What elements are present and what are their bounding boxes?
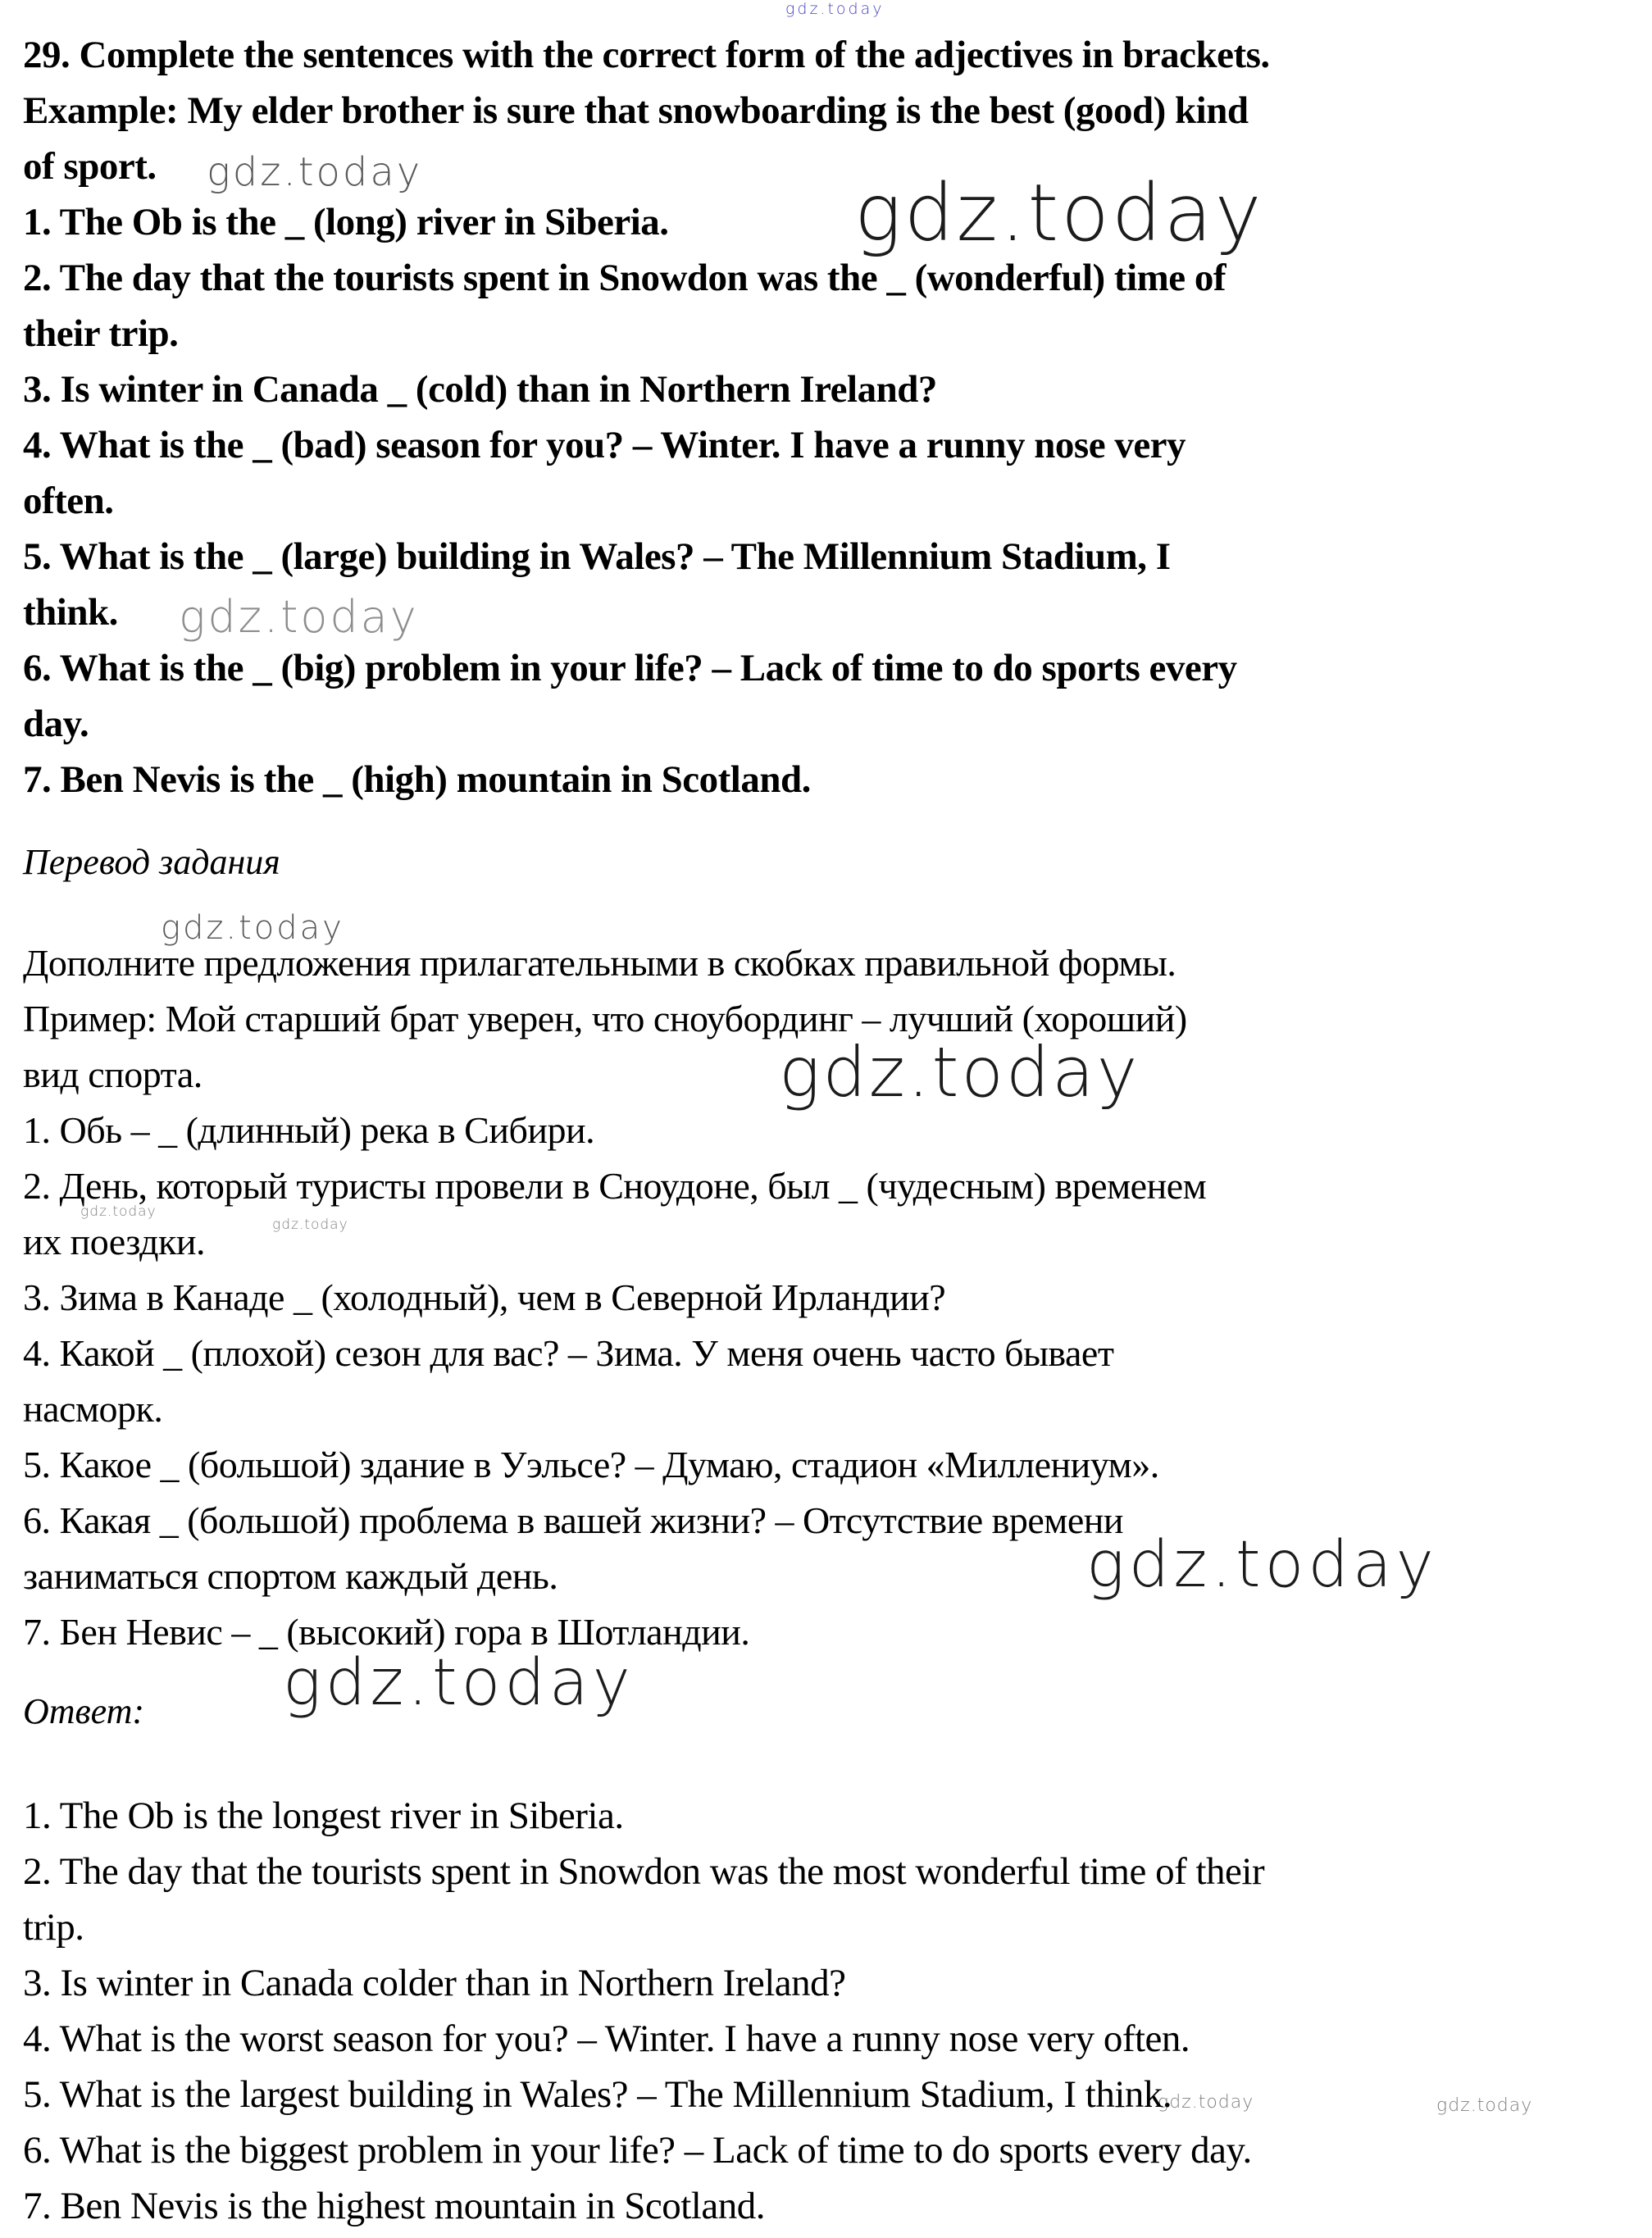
- exercise-line: their trip.: [23, 312, 179, 355]
- exercise-line: 6. What is the _ (big) problem in your life? – Lack of time to do sports every: [23, 647, 1237, 689]
- translation-line: 4. Какой _ (плохой) сезон для вас? – Зима. У меня очень часто бывает: [23, 1332, 1114, 1374]
- watermark-gdz-large: gdz.today: [1086, 1528, 1438, 1602]
- translation-line: 5. Какое _ (большой) здание в Уэльсе? – Думаю, стадион «Миллениум».: [23, 1444, 1159, 1485]
- watermark-gdz: gdz.today: [161, 909, 344, 947]
- watermark-gdz-tiny: gdz.today: [1436, 2095, 1533, 2116]
- watermark-gdz-top: gdz.today: [785, 0, 885, 18]
- translation-heading: Перевод задания: [23, 842, 280, 882]
- watermark-gdz-large: gdz.today: [283, 1646, 635, 1720]
- answer-heading: Ответ:: [23, 1691, 145, 1731]
- answer-line: 6. What is the biggest problem in your life? – Lack of time to do sports every day.: [23, 2129, 1252, 2172]
- translation-line: 3. Зима в Канаде _ (холодный), чем в Северной Ирландии?: [23, 1276, 946, 1318]
- exercise-line: of sport.: [23, 145, 157, 188]
- translation-line: 6. Какая _ (большой) проблема в вашей жизни? – Отсутствие времени: [23, 1499, 1124, 1541]
- translation-line: насморк.: [23, 1388, 163, 1430]
- exercise-line: 1. The Ob is the _ (long) river in Siberia.: [23, 201, 669, 243]
- answer-line: 2. The day that the tourists spent in Snowdon was the most wonderful time of their: [23, 1850, 1265, 1893]
- translation-line: заниматься спортом каждый день.: [23, 1555, 558, 1597]
- translation-line: 1. Обь – _ (длинный) река в Сибири.: [23, 1109, 595, 1151]
- exercise-line: Example: My elder brother is sure that snowboarding is the best (good) kind: [23, 89, 1249, 132]
- watermark-gdz-tiny: gdz.today: [80, 1203, 157, 1220]
- exercise-line: 7. Ben Nevis is the _ (high) mountain in Scotland.: [23, 758, 811, 801]
- answer-line: 7. Ben Nevis is the highest mountain in Scotland.: [23, 2185, 765, 2227]
- answer-line: 4. What is the worst season for you? – Winter. I have a runny nose very often.: [23, 2017, 1190, 2060]
- translation-line: вид спорта.: [23, 1053, 203, 1095]
- translation-line: 2. День, который туристы провели в Сноудоне, был _ (чудесным) временем: [23, 1165, 1207, 1207]
- answer-line: 5. What is the largest building in Wales? – The Millennium Stadium, I think.: [23, 2073, 1172, 2116]
- exercise-line: 4. What is the _ (bad) season for you? – Winter. I have a runny nose very: [23, 424, 1186, 466]
- exercise-line: day.: [23, 703, 89, 745]
- exercise-line: 2. The day that the tourists spent in Snowdon was the _ (wonderful) time of: [23, 257, 1226, 299]
- translation-line: Дополните предложения прилагательными в скобках правильной формы.: [23, 942, 1176, 984]
- exercise-line: often.: [23, 480, 114, 522]
- translation-line: 7. Бен Невис – _ (высокий) гора в Шотландии.: [23, 1611, 750, 1653]
- watermark-gdz: gdz.today: [179, 591, 419, 643]
- exercise-line: 3. Is winter in Canada _ (cold) than in Northern Ireland?: [23, 368, 937, 411]
- watermark-gdz-large: gdz.today: [854, 167, 1264, 259]
- answer-line: trip.: [23, 1906, 84, 1949]
- exercise-line: 5. What is the _ (large) building in Wales? – The Millennium Stadium, I: [23, 535, 1171, 578]
- translation-line: их поездки.: [23, 1221, 205, 1262]
- translation-line: Пример: Мой старший брат уверен, что сноубординг – лучший (хороший): [23, 998, 1187, 1039]
- watermark-gdz-tiny: gdz.today: [272, 1217, 348, 1233]
- exercise-line: think.: [23, 591, 118, 634]
- answer-line: 1. The Ob is the longest river in Siberia.: [23, 1794, 624, 1837]
- watermark-gdz-tiny: gdz.today: [1158, 2092, 1254, 2113]
- watermark-gdz-large: gdz.today: [779, 1032, 1140, 1112]
- exercise-title-line: 29. Complete the sentences with the correct form of the adjectives in brackets.: [23, 34, 1270, 76]
- watermark-gdz: gdz.today: [207, 149, 423, 195]
- answer-line: 3. Is winter in Canada colder than in Northern Ireland?: [23, 1962, 846, 2004]
